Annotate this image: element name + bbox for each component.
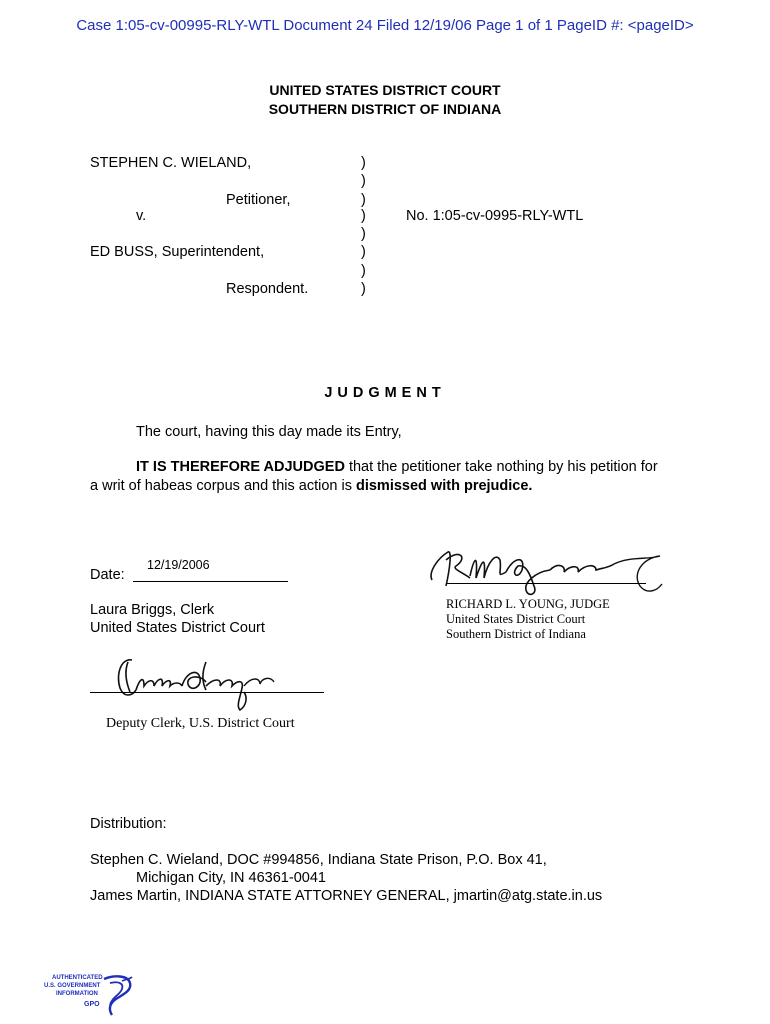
deputy-clerk-signature-line xyxy=(90,692,324,693)
judge-court: United States District Court xyxy=(446,612,586,626)
versus: v. xyxy=(136,208,147,224)
caption-paren: ) xyxy=(361,208,366,224)
judgment-title: JUDGMENT xyxy=(324,385,446,401)
eagle-icon xyxy=(100,973,134,1017)
deputy-clerk-signature xyxy=(110,652,280,714)
gpo-seal-line-1: AUTHENTICATED xyxy=(52,975,103,981)
clerk-court: United States District Court xyxy=(90,620,265,636)
distribution-line-3: James Martin, INDIANA STATE ATTORNEY GENERAL, jmartin@atg.state.in.us xyxy=(90,888,603,904)
caption-paren: ) xyxy=(361,155,366,171)
respondent-role: Respondent. xyxy=(226,281,309,297)
petitioner-role: Petitioner, xyxy=(226,192,291,208)
date-label: Date: xyxy=(90,567,125,583)
judgment-paragraph-2-line-1 xyxy=(136,459,658,475)
case-number: No. 1:05-cv-0995-RLY-WTL xyxy=(406,208,584,224)
gpo-seal-mark: GPO xyxy=(84,1001,100,1008)
date-line xyxy=(133,581,288,582)
caption-paren: ) xyxy=(361,192,366,208)
judgment-paragraph-2-line-2 xyxy=(90,478,532,494)
distribution-line-1: Stephen C. Wieland, DOC #994856, Indiana State Prison, P.O. Box 41, xyxy=(90,852,547,868)
habeas-text: a writ of habeas corpus and this action is xyxy=(90,478,356,494)
judgment-paragraph-1: The court, having this day made its Entry, xyxy=(136,424,402,440)
distribution-line-2: Michigan City, IN 46361-0041 xyxy=(136,870,326,886)
gpo-seal-line-3: INFORMATION xyxy=(56,991,98,997)
caption-paren: ) xyxy=(361,173,366,189)
judge-district: Southern District of Indiana xyxy=(446,627,586,641)
gpo-seal-line-2: U.S. GOVERNMENT xyxy=(44,983,101,989)
caption-paren: ) xyxy=(361,244,366,260)
document-header: Case 1:05-cv-00995-RLY-WTL Document 24 Filed 12/19/06 Page 1 of 1 PageID #: <pageID> xyxy=(76,17,694,34)
petitioner-name: STEPHEN C. WIELAND, xyxy=(90,155,252,171)
caption-paren: ) xyxy=(361,263,366,279)
dismissed-phrase: dismissed with prejudice. xyxy=(355,478,533,494)
clerk-name: Laura Briggs, Clerk xyxy=(90,602,215,618)
judge-name: RICHARD L. YOUNG, JUDGE xyxy=(446,597,610,611)
adjudged-rest: that the petitioner take nothing by his petition for xyxy=(344,459,658,475)
distribution-label: Distribution: xyxy=(90,816,167,832)
adjudged-phrase: IT IS THEREFORE ADJUDGED xyxy=(136,459,345,475)
gpo-seal xyxy=(44,973,134,1018)
respondent-name: ED BUSS, Superintendent, xyxy=(90,244,265,260)
court-name: UNITED STATES DISTRICT COURT xyxy=(269,82,501,98)
judge-signature-line xyxy=(446,583,646,584)
caption-paren: ) xyxy=(361,281,366,297)
caption-paren: ) xyxy=(361,226,366,242)
deputy-clerk-title: Deputy Clerk, U.S. District Court xyxy=(106,716,295,731)
judge-signature xyxy=(426,542,676,602)
court-district: SOUTHERN DISTRICT OF INDIANA xyxy=(268,101,502,117)
date-value: 12/19/2006 xyxy=(147,558,210,572)
